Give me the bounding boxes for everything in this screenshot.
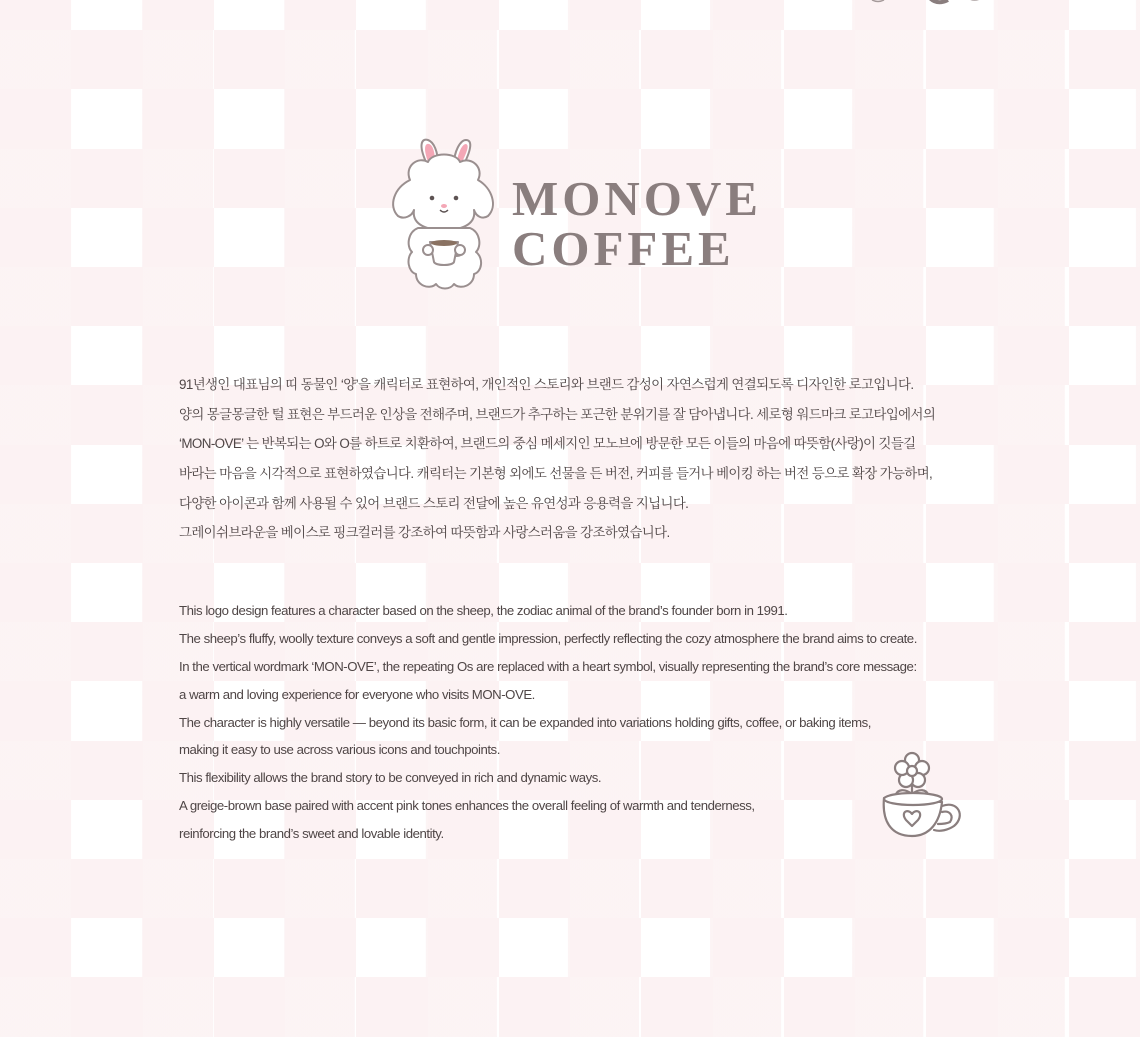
description-en-line: A greige-brown base paired with accent pink tones enhances the overall feeling of warmth and tenderness, bbox=[179, 798, 755, 814]
checker-cell bbox=[214, 977, 285, 1036]
description-en-line: The character is highly versatile — beyond its basic form, it can be expanded into variations holding gifts, coffee, or baking items, bbox=[179, 714, 871, 730]
wordmark bbox=[512, 171, 762, 276]
checker-cell bbox=[356, 977, 427, 1036]
description-ko-line: 그레이쉬브라운을 베이스로 핑크컬러를 강조하여 따뜻함과 사랑스러움을 강조하였습니다. bbox=[179, 525, 670, 541]
description-en-line: making it easy to use across various icons and touchpoints. bbox=[179, 742, 500, 758]
description-en-line: This flexibility allows the brand story to be conveyed in rich and dynamic ways. bbox=[179, 770, 602, 786]
top-edge-decoration-left bbox=[430, 0, 450, 4]
checker-cell bbox=[1069, 977, 1140, 1036]
checker-cell bbox=[784, 977, 855, 1036]
description-english bbox=[179, 597, 979, 848]
description-en-line: This logo design features a character based on the sheep, the zodiac animal of the brand’s founder born in 1991. bbox=[179, 603, 788, 618]
description-ko-line: 양의 몽글몽글한 털 표현은 부드러운 인상을 전해주며, 브랜드가 추구하는 포근한 분위기를 잘 담아냅니다. 세로형 워드마크 로고타입에서의 bbox=[179, 406, 936, 422]
description-en-line: The sheep’s fluffy, woolly texture conveys a soft and gentle impression, perfectly reflecting the cozy atmosphere the brand aims to create. bbox=[179, 630, 917, 646]
description-ko-line: 91년생인 대표님의 띠 동물인 ‘양’을 캐릭터로 표현하여, 개인적인 스토리와 브랜드 감성이 자연스럽게 연결되도록 디자인한 로고입니다. bbox=[179, 377, 914, 392]
checker-cell bbox=[926, 977, 997, 1036]
description-en-line: reinforcing the brand’s sweet and lovable identity. bbox=[179, 826, 444, 842]
description-en-line: a warm and loving experience for everyone who visits MON-OVE. bbox=[179, 686, 535, 702]
checker-cell bbox=[71, 977, 142, 1036]
wordmark-line-1: MONOVE bbox=[512, 171, 762, 226]
checker-cell bbox=[641, 977, 712, 1036]
brand-logo bbox=[388, 136, 762, 292]
wordmark-line-2: COFFEE bbox=[512, 221, 735, 276]
description-korean bbox=[179, 370, 979, 548]
flower-coffee-cup-icon bbox=[880, 750, 964, 842]
description-ko-line: 바라는 마음을 시각적으로 표현하였습니다. 캐릭터는 기본형 외에도 선물을 든 버전, 커피를 들거나 베이킹 하는 버전 등으로 확장 가능하며, bbox=[179, 466, 933, 482]
description-en-line: In the vertical wordmark ‘MON-OVE’, the repeating Os are replaced with a heart symbol, visually representing the brand’s core message: bbox=[179, 658, 917, 674]
checker-cell bbox=[499, 977, 570, 1036]
top-edge-decoration-right bbox=[870, 0, 990, 6]
description-ko-line: ‘MON-OVE’ 는 반복되는 O와 O를 하트로 치환하여, 브랜드의 중심 메세지인 모노브에 방문한 모든 이들의 마음에 따뜻함(사랑)이 깃들길 bbox=[179, 436, 916, 452]
description-ko-line: 다양한 아이콘과 함께 사용될 수 있어 브랜드 스토리 전달에 높은 유연성과 응용력을 지닙니다. bbox=[179, 495, 689, 511]
sheep-character-icon bbox=[388, 136, 500, 292]
